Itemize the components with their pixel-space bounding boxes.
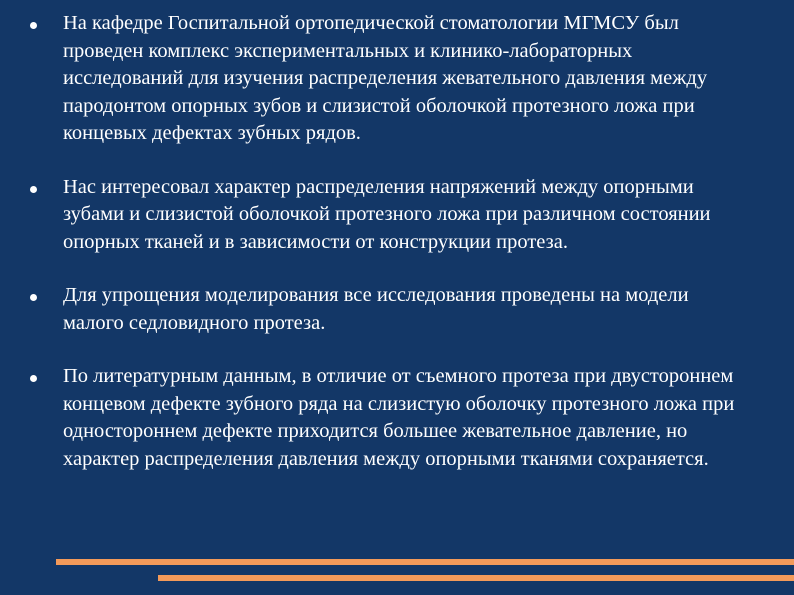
bullet-item-3 [28,282,748,337]
bullet-item-4 [28,363,748,473]
bullet-dot-icon [30,294,37,301]
bullet-text: Для упрощения моделирования все исследования проведены на модели малого седловидного протеза. [63,284,689,334]
bullet-item-2 [28,174,748,257]
bullet-list [28,10,748,473]
bullet-text: На кафедре Госпитальной ортопедической стоматологии МГМСУ был проведен комплекс экспериментальных и клинико-лабораторных исследований для изучения распределения жевательного давления между пародонтом опорных зубов и слизистой оболочкой протезного ложа при концевых дефектах зубных рядов. [63,12,708,144]
accent-line-bottom [158,575,794,581]
bullet-item-1 [28,10,748,148]
bullet-dot-icon [30,375,37,382]
bullet-dot-icon [30,22,37,29]
bullet-text: Нас интересовал характер распределения напряжений между опорными зубами и слизистой оболочкой протезного ложа при различном состоянии опорных тканей и в зависимости от конструкции протеза. [63,175,711,253]
bullet-text: По литературным данным, в отличие от съемного протеза при двустороннем концевом дефекте зубного ряда на слизистую оболочку протезного ложа при одностороннем дефекте приходится большее жевательное давление, но характер распределения давления между опорными тканями сохраняется. [63,365,735,470]
accent-line-top [56,559,794,565]
bullet-dot-icon [30,186,37,193]
